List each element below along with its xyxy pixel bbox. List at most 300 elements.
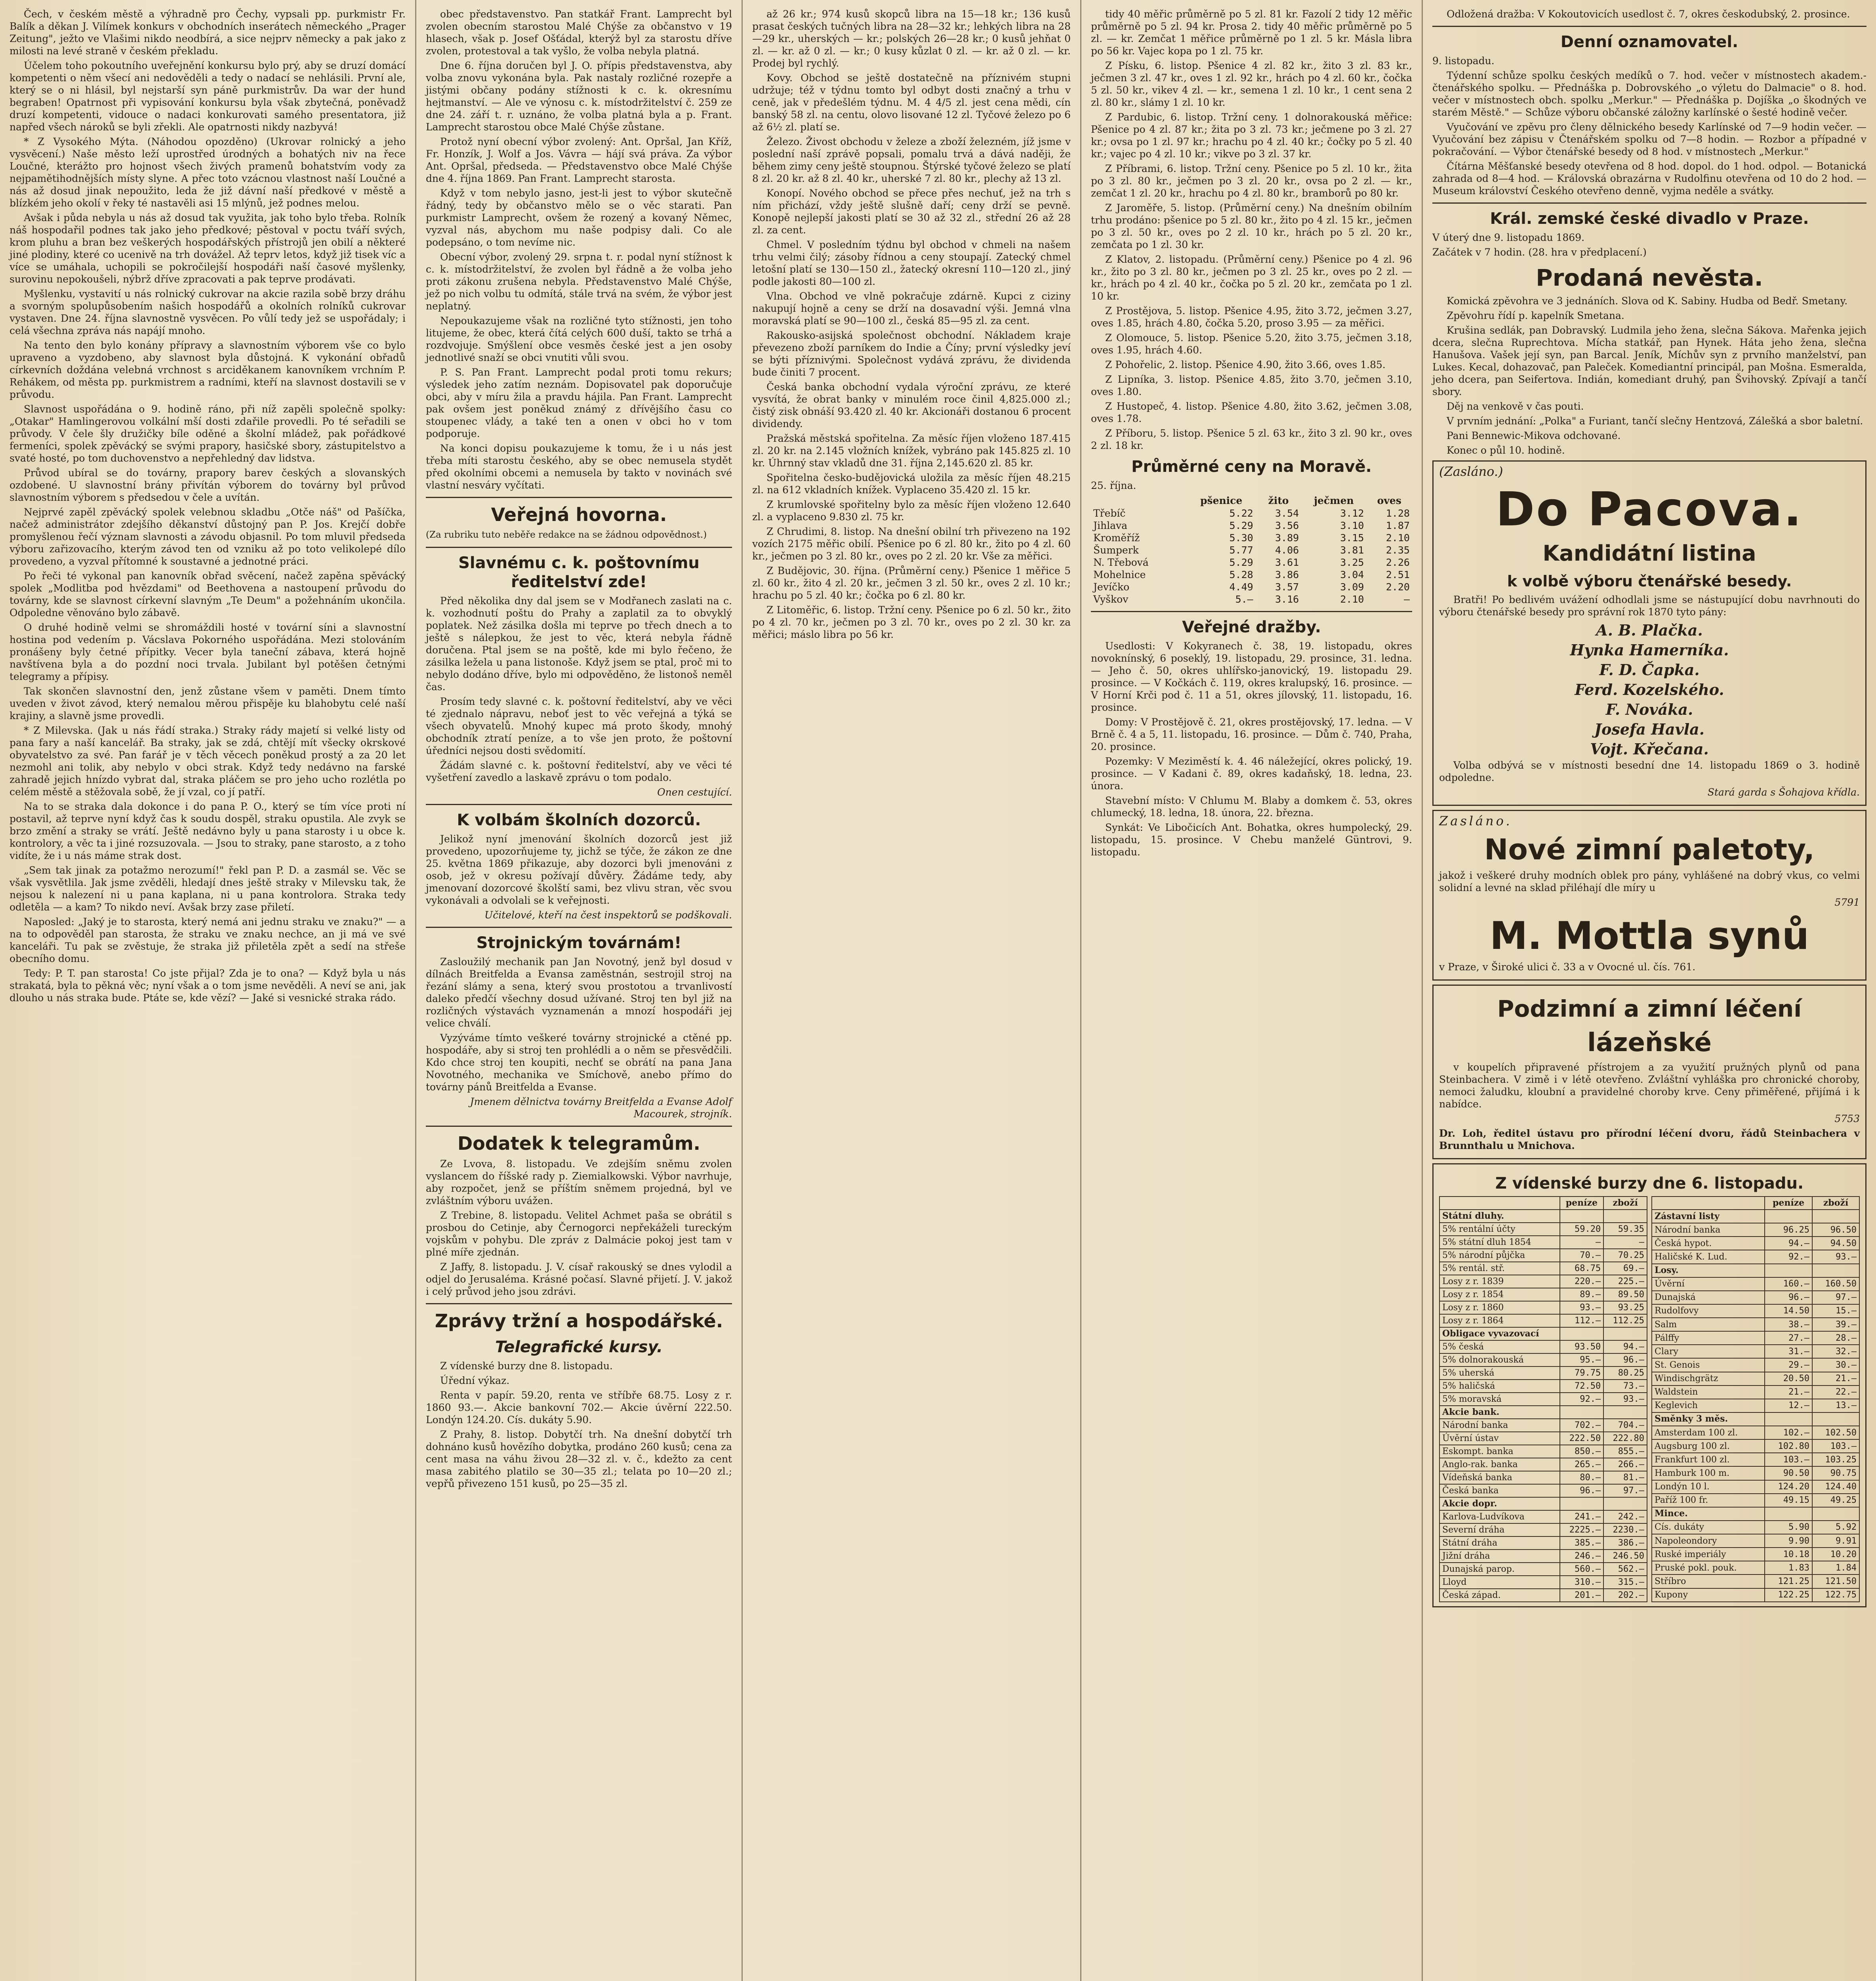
bourse-row — [1652, 1223, 1859, 1237]
column-4 — [1081, 0, 1422, 1981]
paragraph: Dne 6. října doručen byl J. O. přípis představenstva, aby volba znovu vykonána byla. Pak nastaly rozličné rozepře a jistými občany podány stížnosti k c. k. okresnímu hejtmanství. — Ale ve výnosu c. k. místodržitelství č. 259 ze dne 24. září t. r. uznáno, že volba platná byla a p. Frant. Lamprecht starostou obce Malé Chýše zůstane. — [426, 60, 732, 133]
section-note: (Za rubriku tuto neběře redakce na se žádnou odpovědnost.) — [426, 530, 707, 540]
price-cell — [1765, 1412, 1812, 1426]
section-subtitle-telegraph-rates: Telegrafické kursy. — [495, 1338, 663, 1356]
price-cell: 266.— — [1603, 1458, 1647, 1471]
price-cell: 97.— — [1603, 1484, 1647, 1497]
row-label: Waldstein — [1652, 1386, 1765, 1399]
price-cell: 79.75 — [1560, 1366, 1604, 1380]
paragraph: Obecní výbor, zvolený 29. srpna t. r. podal nyní stížnost k c. k. místodržitelství, že zvolen byl řádně a že volba jeho proti zákonu zrušena nebyla. Představenstvo Malé Chýše, jež po nich volbu tu odmítá, stále trvá na svém, že výbor jest neplatný. — [426, 251, 732, 312]
bourse-row — [1439, 1406, 1647, 1419]
paragraph: Naposled: „Jaký je to starosta, který nemá ani jednu straku ve znaku?" — a na to odpověděl pan starosta, že straku ve znaku nechce, an ji má ve své kanceláři. Tu pak se zvěstuje, že straka již přiletěla zpět a sedí na střeše obecního domu. — [10, 916, 406, 964]
row-label: 5% moravská — [1439, 1393, 1560, 1406]
bourse-row — [1652, 1250, 1859, 1263]
bourse-row — [1652, 1588, 1859, 1602]
price-cell: 124.20 — [1765, 1480, 1812, 1494]
column-header: oves — [1377, 495, 1401, 506]
price-cell: 102.— — [1765, 1426, 1812, 1439]
paragraph: Na tento den bylo konány přípravy a slavnostním výborem vše co bylo upraveno a vyzdobeno, aby slavnost byla důstojná. K vykonání obřadů církevních doždána velebná vrchnost s arciděkanem kanovníkem vrchním P. Rehákem, od města pp. purkmistrem a radními, kteří na slavnost dostavili se v průvodu. — [10, 340, 406, 400]
bourse-row — [1439, 1497, 1647, 1510]
price-cell: 124.40 — [1812, 1480, 1859, 1494]
bourse-row — [1652, 1399, 1859, 1412]
row-label: Úvěrní ústav — [1439, 1432, 1560, 1445]
post-office-letter — [426, 595, 732, 784]
price-cell: 9.90 — [1765, 1534, 1812, 1548]
daily-notices-text — [1432, 69, 1866, 197]
column-header — [1439, 1197, 1560, 1210]
price-cell: 5.92 — [1812, 1521, 1859, 1534]
column-header: pšenice — [1200, 495, 1243, 506]
row-label: Rudolfovy — [1652, 1304, 1765, 1318]
column-header: žito — [1268, 495, 1289, 506]
pacov-title: Do Pacova. — [1496, 482, 1803, 536]
paragraph: Myšlenku, vystavití u nás rolnický cukrovar na akcie razila sobě brzy dráhu a svorným spolupůsobením našich hospodářů a okolních rolníků cukrovar vystaven. Dne 24. října slavnostně vysvěcen. Po vůlí tedy jež se uspořádaly; i celá všechna zpráva nás napájí mnoho. — [10, 288, 406, 336]
paragraph: Z Příboru, 5. listop. Pšenice 5 zl. 63 kr., žito 3 zl. 90 kr., oves 2 zl. 18 kr. — [1091, 427, 1412, 451]
paragraph: Nejprvé zapěl zpěvácký spolek velebnou skladbu „Otče náš" od Pašíčka, načež administrátor zdejšího děkanství důstojný pan P. Jos. Krejčí dobře promyšlenou řečí význam slavnosti a závodu objasnil. Po tom mluvil předseda výboru zařizovacího, kterým závod ten od vzniku až po toto velikolepé dílo provedeno, a vyzval přítomné k soustavné a jednotné práci. — [10, 506, 406, 567]
paragraph: Renta v papír. 59.20, renta ve stříbře 68.75. Losy z r. 1860 93.—. Akcie bankovní 702.— Akcie úvěrní 222.50. Londýn 124.20. Cís. dukáty 5.90. — [426, 1389, 732, 1426]
row-label: 5% státní dluh 1854 — [1439, 1236, 1560, 1249]
price-cell: 3.89 — [1275, 532, 1299, 544]
row-label: Akcie bank. — [1439, 1406, 1560, 1419]
moravia-row — [1091, 544, 1412, 556]
paragraph: * Z Milevska. (Jak u nás řádí straka.) Straky rády majetí si velké listy od pana fary a naší kancelář. Ba straky, jak se zdá, chtějí mít všecky okrskové obyvatelstvo za své. Pan farář je v těch věcech poněkud prostý a za 20 let nezmohl ani tolik, aby nebylo v obci strak. Když tedy nedávno na farské zahradě jejich hnízdo vybrat dal, straka pláčem se pro jeho ucho rozlétla po celém městě a stěžovala sobě, že jí vzal, co jí patří. — [10, 725, 406, 798]
column-header: zboží — [1812, 1197, 1859, 1210]
price-cell: 2.26 — [1386, 557, 1410, 568]
market-news-text — [426, 1360, 732, 1490]
column-header — [1091, 494, 1187, 507]
bourse-title: Z vídenské burzy dne 6. listopadu. — [1495, 1174, 1804, 1193]
bourse-row — [1652, 1507, 1859, 1521]
candidates-subtitle: k volbě výboru čtenářské besedy. — [1507, 573, 1792, 590]
theater-date: V úterý dne 9. listopadu 1869. — [1432, 232, 1585, 243]
bourse-row — [1652, 1534, 1859, 1548]
row-label: Losy z r. 1854 — [1439, 1288, 1560, 1301]
row-label: Napoleondory — [1652, 1534, 1765, 1548]
paragraph: Z Prahy, 8. listop. Dobytčí trh. Na dnešní dobytčí trh dohnáno kusů hovězího dobytka, prodáno 260 kusů; cena za cent masa na váhu živou 28—32 zl. v. č., kdežto za cent masa zabitého platilo se 30—35 zl.; telata po 10—20 zl.; vepřů přivezeno 151 kusů, po 25—35 zl. — [426, 1429, 732, 1489]
price-cell: 39.— — [1812, 1318, 1859, 1331]
paragraph: Česká banka obchodní vydala výroční zprávu, ze které vysvítá, že obrat banky v minulém roce činil 4,825.000 zl.; čistý zisk obnáší 93.420 zl. 40 kr. Akcionáři dostanou 6 procent dividendy. — [752, 381, 1071, 429]
section-title-public-forum: Veřejná hovorna. — [491, 504, 667, 525]
price-cell — [1765, 1210, 1812, 1223]
paragraph: Z Lipníka, 3. listop. Pšenice 4.85, žito 3.70, ječmen 3.10, oves 1.80. — [1091, 374, 1412, 397]
paragraph: Nepoukazujeme však na rozličné tyto stížnosti, jen toho litujeme, že obec, která čítá celých 600 duší, takto se trhá a rozdvojuje. Smýšlení obce vesměs české jest a jen osoby jednotlivé snaží se obci vnutiti vůli svou. — [426, 315, 732, 363]
paragraph: Zasloužilý mechanik pan Jan Novotný, jenž byl dosud v dílnách Breitfelda a Evansa zaměstnán, sestrojil stroj na řezání slámy a sena, který svou prostotou a trvanlivostí daleko předčí všechny dosud užívané. Stroj ten byl již na rozličných výstavách vyznamenán a mnozí hospodáři jej velice chválí. — [426, 956, 732, 1029]
bourse-row — [1652, 1358, 1859, 1372]
candidates-outro: Volba odbývá se v místnosti besední dne 14. listopadu 1869 o 3. hodině odpoledne. — [1439, 760, 1860, 783]
paragraph: obec představenstvo. Pan statkář Frant. Lamprecht byl zvolen obecním starostou Malé Chýše za občanstvo v 19 hlasech, však p. Josef Ošťádal, kterýž byl za starostu dříve zvolen, protestoval a tak vyšlo, že volba nebyla platná. — [426, 8, 732, 57]
spa-text: v koupelích připravené přístrojem a za využití pružných plynů od pana Steinbachera. V zimě i v létě otevřeno. Zvláštní vyhláška pro chronické choroby, nemoci žaludku, kloubní a pravidelné choroby krve. Ceny přiměřené, přijímá i k nabídce. — [1439, 1061, 1860, 1110]
price-cell: 93.25 — [1603, 1301, 1647, 1314]
price-cell: 160.— — [1765, 1277, 1812, 1291]
paragraph: Z Litoměřic, 6. listop. Tržní ceny. Pšenice po 6 zl. 50 kr., žito po 4 zl. 70 kr., ječmen po 3 zl. 70 kr., oves po 2 zl. 30 kr. za měřici; máslo libra po 56 kr. — [752, 604, 1071, 640]
row-label: Mohelnice — [1093, 569, 1146, 580]
paragraph: Děj na venkově v čas pouti. — [1447, 401, 1584, 412]
price-cell: 30.— — [1812, 1358, 1859, 1372]
column-header: peníze — [1765, 1197, 1812, 1210]
paragraph: Z Pardubic, 6. listop. Tržní ceny. 1 dolnorakouská měřice: Pšenice po 4 zl. 87 kr.; žita po 3 zl. 73 kr.; ječmene po 3 zl. 27 kr.; ovsa po 1 zl. 97 kr.; hrachu po 4 zl. 40 kr.; čočky po 5 zl. 40 kr.; vajec po 4 zl. 10 kr.; vikve po 3 zl. 37 kr. — [1091, 111, 1412, 160]
price-cell: 5.28 — [1229, 569, 1253, 580]
price-cell: 68.75 — [1560, 1262, 1604, 1275]
price-cell — [1603, 1406, 1647, 1419]
candidate-name: Ferd. Kozelského. — [1575, 681, 1724, 699]
price-cell — [1812, 1507, 1859, 1521]
price-cell: 112.— — [1560, 1314, 1604, 1327]
price-cell: 103.25 — [1812, 1453, 1859, 1466]
row-label: Losy z r. 1860 — [1439, 1301, 1560, 1314]
price-cell: 386.— — [1603, 1536, 1647, 1550]
price-cell: — — [1560, 1236, 1604, 1249]
paragraph: Týdenní schůze spolku českých medíků o 7. hod. večer v místnostech akadem.-čtenářského spolku. — Přednáška p. Dobrovského „o výletu do Dalmacie" o 8. hod. večer v místnostech obch. spolku „Merkur." — Přednáška p. Dojíška „o škodných ve starém Městě." — Schůze výboru občanské záložny karlínské o šesté hodině večer. — [1432, 70, 1866, 118]
bourse-row — [1652, 1331, 1859, 1345]
bourse-row — [1652, 1521, 1859, 1534]
price-cell: 49.25 — [1812, 1494, 1859, 1507]
price-cell: 310.— — [1560, 1576, 1604, 1589]
pacov-advert — [1432, 460, 1866, 806]
bourse-row — [1439, 1275, 1647, 1288]
price-cell: 225.— — [1603, 1275, 1647, 1288]
bourse-row — [1652, 1264, 1859, 1277]
paragraph: Čítárna Měšťanské besedy otevřena od 8 hod. dopol. do 1 hod. odpol. — Botanická zahrada od 8—4 hod. — Královská obrazárna v Rudolfinu otevřena od 10 do 2 hod. — Museum království Českého otevřeno denně, vyjma neděle a svátky. — [1432, 160, 1866, 197]
paragraph: Konec o půl 10. hodině. — [1447, 445, 1565, 456]
bourse-row — [1652, 1494, 1859, 1507]
price-cell: 562.— — [1603, 1563, 1647, 1576]
price-cell: 222.50 — [1560, 1432, 1604, 1445]
price-cell: 72.50 — [1560, 1380, 1604, 1393]
row-label: St. Genois — [1652, 1358, 1765, 1372]
divider — [426, 1303, 732, 1304]
bourse-row — [1439, 1353, 1647, 1366]
row-label: Jevíčko — [1093, 581, 1130, 593]
price-cell: 4.49 — [1229, 581, 1253, 593]
bourse-row — [1439, 1419, 1647, 1432]
paragraph: Z Pohořelic, 2. listop. Pšenice 4.90, žito 3.66, oves 1.85. — [1105, 359, 1386, 370]
paragraph: Z Olomouce, 5. listop. Pšenice 5.20, žito 3.75, ječmen 3.18, oves 1.95, hrách 4.60. — [1091, 332, 1412, 356]
bourse-row — [1439, 1393, 1647, 1406]
price-cell: 2.10 — [1340, 594, 1364, 605]
bourse-row — [1439, 1366, 1647, 1380]
paragraph: Vlna. Obchod ve vlně pokračuje zdárně. Kupci z ciziny nakupují hojně a ceny se drží na dosavadní výši. Jemná vlna moravská platí se 90—100 zl., česká 85—95 zl. za cent. — [752, 290, 1071, 326]
row-label: 5% národní půjčka — [1439, 1249, 1560, 1262]
price-cell — [1603, 1497, 1647, 1510]
price-cell: 97.— — [1812, 1291, 1859, 1304]
price-cell: 121.50 — [1812, 1574, 1859, 1588]
paragraph: Z Budějovic, 30. října. (Průměrní ceny.) Pšenice 1 měřice 5 zl. 60 kr., žito 4 zl. 20 kr., ječmen 3 zl. 50 kr., oves 2 zl. 10 kr.; hrachu po 5 zl. 40 kr.; čočka po 6 zl. 80 kr. — [752, 565, 1071, 601]
price-cell: 112.25 — [1603, 1314, 1647, 1327]
row-label: 5% rentál. stř. — [1439, 1262, 1560, 1275]
price-cell: 93.— — [1560, 1301, 1604, 1314]
price-cell: 96.— — [1603, 1353, 1647, 1366]
paragraph: Pražská městská spořitelna. Za měsíc říjen vloženo 187.415 zl. 20 kr. na 2.145 vložních knížek, vybráno pak 145.825 zl. 10 kr. Úhrnný stav vkladů dne 31. října 2,145.620 zl. 85 kr. — [752, 433, 1071, 469]
price-cell: 560.— — [1560, 1563, 1604, 1576]
moravia-row — [1091, 593, 1412, 605]
row-label: Akcie dopr. — [1439, 1497, 1560, 1510]
signature: Jmenem dělnictva továrny Breitfelda a Evanse Adolf Macourek, strojník. — [470, 1096, 732, 1120]
bourse-row — [1439, 1236, 1647, 1249]
row-label: Pálffy — [1652, 1331, 1765, 1345]
price-cell: 5.29 — [1229, 520, 1253, 531]
price-cell: 241.— — [1560, 1510, 1604, 1523]
price-cell — [1560, 1497, 1604, 1510]
paragraph: Rakousko-asijská společnost obchodní. Nákladem kraje převezeno zboží parníkem do Indie a Číny; první výsledky jeví se býti příznivými. Společnost vydává zprávu, že dividenda bude činiti 7 procent. — [752, 330, 1071, 378]
paragraph: Z Trebine, 8. listopadu. Velitel Achmet paša se obrátil s prosbou do Cetinje, aby Černogorci nepřekáželi tureckým vojskům v pohybu. Dle zpráv z Dalmácie pokoj jest tam v plné míře zjednán. — [426, 1210, 732, 1258]
bourse-row — [1652, 1345, 1859, 1358]
paragraph: Po řeči té vykonal pan kanovník obřad svěcení, načež zapěna spěvácký spolek „Modlitba pod hvězdami" od Beethovena a nastoupení průvodu do továrny, kde se slavnost církevní slavným „Te Deum" a požehnáním ukončila. Odpoledne věnováno bylo zábavě. — [10, 570, 406, 618]
paragraph: Slavnost uspořádána o 9. hodině ráno, při níž zapěli společně spolky: „Otakar" Hamlingerovou volkální mší dosti zdařile provedli. Po té seřadili se průvody. V čele šly družičky bíle oděné a školní mládež, pak pořádkové fermeníci, spolek zpěvácký se svými prapory, hasičské sbory, zástupitelstvo a svaté hosté, po tom duchovenstvo a nepřehledný dav lidstva. — [10, 403, 406, 464]
machine-factories-letter — [426, 956, 732, 1093]
column-1-articles — [10, 8, 406, 1004]
price-cell: 59.20 — [1560, 1223, 1604, 1236]
signature: Učitelové, kteří na čest inspektorů se podškovali. — [484, 909, 732, 921]
column-3 — [743, 0, 1080, 1981]
bourse-row — [1439, 1288, 1647, 1301]
row-label: Clary — [1652, 1345, 1765, 1358]
bourse-row — [1439, 1510, 1647, 1523]
paragraph: Na konci dopisu poukazujeme k tomu, že i u nás jest třeba míti starostu českého, aby se obec nemusela stydět před okolními obcemi a nemusela by takto v novinách své vlastní nesváry vyčítati. — [426, 443, 732, 491]
price-cell: 3.86 — [1275, 569, 1299, 580]
price-cell: 102.80 — [1765, 1439, 1812, 1453]
price-cell: 201.— — [1560, 1589, 1604, 1602]
paragraph: tidy 40 měřic průměrně po 5 zl. 81 kr. Fazolí 2 tidy 12 měřic průměrně po 5 zl. 94 kr. Prosa 2. tidy 40 měřic průměrně po 5 zl. — kr. Zemčat 1 měřice průměrně po 1 zl. 5 kr. Másla libra po 56 kr. Vajec kopa po 1 zl. 75 kr. — [1091, 8, 1412, 57]
price-cell — [1812, 1210, 1859, 1223]
row-label: Mince. — [1652, 1507, 1765, 1521]
price-cell: 3.15 — [1340, 532, 1364, 544]
column-3-articles — [752, 8, 1071, 641]
theater-title: Král. zemské české divadlo v Praze. — [1490, 210, 1809, 228]
bourse-row — [1439, 1536, 1647, 1550]
price-cell: 27.— — [1765, 1331, 1812, 1345]
row-label: Stříbro — [1652, 1574, 1765, 1588]
price-cell: 81.— — [1603, 1471, 1647, 1484]
price-cell: 93.— — [1812, 1250, 1859, 1263]
row-label: Národní banka — [1439, 1419, 1560, 1432]
divider — [1091, 611, 1412, 612]
paragraph: Ze Lvova, 8. listopadu. Ve zdejším sněmu zvolen vyslancem do říšské rady p. Ziemialkowski. Výbor navrhuje, aby rozpočet, jenž se příštím sněmem projedná, byl ve zvláštním výboru uvážen. — [426, 1158, 732, 1206]
price-cell: 32.— — [1812, 1345, 1859, 1358]
advert-number: 5791 — [1834, 897, 1860, 908]
price-cell: 94.— — [1603, 1340, 1647, 1353]
paragraph: Komická zpěvohra ve 3 jednáních. Slova od K. Sabiny. Hudba od Bedř. Smetany. — [1447, 295, 1848, 307]
row-label: Jižní dráha — [1439, 1550, 1560, 1563]
price-cell: 29.— — [1765, 1358, 1812, 1372]
price-cell: 855.— — [1603, 1445, 1647, 1458]
paragraph: Z Příbrami, 6. listop. Tržní ceny. Pšenice po 5 zl. 10 kr., žita po 3 zl. 80 kr., ječmen po 3 zl. 20 kr., ovsa po 2 zl. — kr., zemčat 1 zl. 20 kr., hrachu po 4 zl. 80 kr., bramborů po 80 kr. — [1091, 163, 1412, 199]
bourse-row — [1439, 1458, 1647, 1471]
paragraph: Čech, v českém městě a výhradně pro Čechy, vypsali pp. purkmistr Fr. Balík a děkan J. Vilímek konkurs v obchodních inserátech německého „Prager Zeitung", ježto ve Vlašimi nikdo neodbírá, a sice nejprv německy a pak jako z milosti na levé straně v českém překladu. — [10, 8, 406, 57]
price-cell: 4.06 — [1275, 544, 1299, 556]
divider — [426, 927, 732, 928]
row-label: Augsburg 100 zl. — [1652, 1439, 1765, 1453]
price-cell: 222.80 — [1603, 1432, 1647, 1445]
paragraph: Vyučování ve zpěvu pro členy dělnického besedy Karlínské od 7—9 hodin večer. — Vyučování bez zápisu v Čtenářském spolku od 7—8 hodin. — Rozbor a případné v pokračování. — Výbor čtenářské besedy od 8 hod. v místnostech „Merkur." — [1432, 121, 1866, 157]
bourse-row — [1652, 1426, 1859, 1439]
price-cell — [1812, 1412, 1859, 1426]
section-title-telegrams: Dodatek k telegramům. — [457, 1133, 701, 1154]
price-cell: 20.50 — [1765, 1372, 1812, 1386]
row-label: Frankfurt 100 zl. — [1652, 1453, 1765, 1466]
row-label: Amsterdam 100 zl. — [1652, 1426, 1765, 1439]
price-cell: 96.50 — [1812, 1223, 1859, 1237]
candidate-name: A. B. Plačka. — [1596, 621, 1703, 639]
price-cell: 73.— — [1603, 1380, 1647, 1393]
price-cell: 94.— — [1765, 1237, 1812, 1250]
bourse-row — [1439, 1210, 1647, 1223]
bourse-row — [1439, 1484, 1647, 1497]
price-cell: 102.50 — [1812, 1426, 1859, 1439]
price-cell: 3.12 — [1340, 508, 1364, 519]
candidate-name: Vojt. Křečana. — [1590, 740, 1709, 758]
moravia-row — [1091, 507, 1412, 519]
price-cell: 1.87 — [1386, 520, 1410, 531]
divider — [426, 547, 732, 548]
row-label: Jihlava — [1093, 520, 1128, 531]
price-cell — [1812, 1264, 1859, 1277]
price-cell — [1765, 1264, 1812, 1277]
vienna-bourse — [1432, 1163, 1866, 1607]
row-label: Hamburk 100 m. — [1652, 1466, 1765, 1480]
row-label: Keglevich — [1652, 1399, 1765, 1412]
price-cell: 5.90 — [1765, 1521, 1812, 1534]
column-header: ječmen — [1314, 495, 1354, 506]
moravia-row — [1091, 519, 1412, 532]
candidates-signature: Stará garda s Šohajova křídla. — [1707, 786, 1860, 798]
moravia-row — [1091, 556, 1412, 569]
paragraph: Tak skončen slavnostní den, jenž zůstane všem v paměti. Dnem tímto uveden v život závod, který nemalou měrou přispěje ku blahobytu celé naší krajiny, a slavně jsme provedli. — [10, 685, 406, 721]
price-cell: 95.— — [1560, 1353, 1604, 1366]
row-label: Paříž 100 fr. — [1652, 1494, 1765, 1507]
paragraph: Z Jaffy, 8. listopadu. J. V. císař rakouský se dnes vylodil a odjel do Jerusaléma. Krásné počasí. Slavné přijetí. J. V. jakož i celý průvod jeho jsou zdrávi. — [426, 1261, 732, 1297]
row-label: Šumperk — [1093, 544, 1139, 556]
paragraph: Z Hustopeč, 4. listop. Pšenice 4.80, žito 3.62, ječmen 3.08, oves 1.78. — [1091, 401, 1412, 424]
paragraph: Na to se straka dala dokonce i do pana P. O., který se tím více proti ní postavil, až teprve nyní když čas k soudu dospěl, straku opustila. Ale zvyk se brzo změní a straky se vrátí. Ještě nedávno byly u pana starosty i u obce k. kontrolory, a věc ta i jiné rozsuzovala. — Jsou to straky, pane starosto, a z toho vidíte, že i u nás máme strak dost. — [10, 801, 406, 861]
price-cell: 3.81 — [1340, 544, 1364, 556]
price-cell: 70.— — [1560, 1249, 1604, 1262]
price-cell: 3.56 — [1275, 520, 1299, 531]
candidates-list — [1439, 620, 1860, 759]
paragraph: Z Prostějova, 5. listop. Pšenice 4.95, žito 3.72, ječmen 3.27, oves 1.85, hrách 4.80, čočka 5.20, proso 3.95 — za měřici. — [1091, 305, 1412, 329]
column-4-articles — [1091, 8, 1412, 452]
price-cell: 315.— — [1603, 1576, 1647, 1589]
bourse-row — [1652, 1453, 1859, 1466]
price-cell: 850.— — [1560, 1445, 1604, 1458]
row-label: Zástavní listy — [1652, 1210, 1765, 1223]
row-label: Česká západ. — [1439, 1589, 1560, 1602]
price-cell: 93.— — [1603, 1393, 1647, 1406]
price-cell: 93.50 — [1560, 1340, 1604, 1353]
price-cell: 5.30 — [1229, 532, 1253, 544]
paragraph: Avšak i půda nebyla u nás až dosud tak využita, jak toho bylo třeba. Rolník náš hospodařil podnes tak jako jeho předkové; pěstoval v poctu tváří svých, krom pluhu a bran bez veškerých hospodářských přístrojů jen obilí a některé jiné plodiny, které co ucenivě na trh dovážel. Až teprv letos, když již tisek víc a více se umáhala, uchopili se pokročilejší hospodáři naší časové myšlenky, surovinu nepokoušeli, nýbrž dříve zpracovati a pak teprve prodávati. — [10, 212, 406, 285]
price-cell — [1603, 1210, 1647, 1223]
price-cell: 2.10 — [1386, 532, 1410, 544]
zaslano-label: (Zasláno.) — [1439, 464, 1503, 479]
paragraph: Tedy: P. T. pan starosta! Co jste přijal? Zda je to ona? — Když byla u nás strakatá, byla to pěkná věc; nyní však a o tom jsme nevěděli. A neví se ani, jak dlouho u nás straka bude. Ptáte se, kde vězí? — Jaké si vesnické straka rádo. — [10, 968, 406, 1004]
candidates-title: Kandidátní listina — [1542, 541, 1756, 566]
bourse-table-left — [1439, 1196, 1647, 1602]
bourse-row — [1439, 1301, 1647, 1314]
price-cell: 59.35 — [1603, 1223, 1647, 1236]
paragraph: Z Jaroměře, 5. listop. (Průměrní ceny.) Na dnešním obilním trhu prodáno: pšenice po 5 zl. 80 kr., žito po 4 zl. 15 kr., ječmen po 3 zl. 50 kr., oves po 2 zl. 10 kr., hrách po 5 zl. 20 kr., zemčata po 1 zl. 30 kr. — [1091, 202, 1412, 250]
paragraph: Synkát: Ve Libočicích Ant. Bohatka, okres humpolecký, 29. listopadu, 15. prosince. V Chebu manželé Güntrovi, 9. listopadu. — [1091, 822, 1412, 858]
price-cell: 202.— — [1603, 1589, 1647, 1602]
price-cell: 14.50 — [1765, 1304, 1812, 1318]
price-cell: — — [1603, 1236, 1647, 1249]
price-cell: 3.04 — [1340, 569, 1364, 580]
row-label: Dunajská — [1652, 1291, 1765, 1304]
paragraph: až 26 kr.; 974 kusů skopců libra na 15—18 kr.; 136 kusů prasat českých tučných libra na 28—32 kr.; lehkých libra na 28—29 kr., uherských — kr.; polských 26—28 kr.; 0 kusů jehňat 0 zl. — kr. až 0 zl. — kr.; 0 kusy kůzlat 0 zl. — kr. až 0 zl. — kr. Prodej byl rychlý. — [752, 8, 1071, 69]
paragraph: Z Klatov, 2. listopadu. (Průměrní ceny.) Pšenice po 4 zl. 96 kr., žito po 3 zl. 80 kr., ječmen po 3 zl. 25 kr., oves po 2 zl. — kr., hrách po 4 zl. 40 kr., čočka po 5 zl. 20 kr., zemčata po 1 zl. 10 kr. — [1091, 254, 1412, 302]
row-label: Pruské pokl. pouk. — [1652, 1561, 1765, 1574]
divider — [1432, 202, 1866, 204]
price-cell: 49.15 — [1765, 1494, 1812, 1507]
row-label: Karlova-Ludvíkova — [1439, 1510, 1560, 1523]
divider — [426, 804, 732, 805]
price-cell: 121.25 — [1765, 1574, 1812, 1588]
price-cell: 702.— — [1560, 1419, 1604, 1432]
signature: Onen cestující. — [657, 786, 732, 798]
bourse-row — [1652, 1318, 1859, 1331]
price-cell: 28.— — [1812, 1331, 1859, 1345]
moravia-row — [1091, 532, 1412, 544]
row-label: Windischgrätz — [1652, 1372, 1765, 1386]
price-cell: 2.20 — [1386, 581, 1410, 593]
price-cell: 242.— — [1603, 1510, 1647, 1523]
bourse-tables — [1439, 1196, 1860, 1602]
paragraph: Jelikož nyní jmenování školních dozorců jest již provedeno, upozorňujeme ty, jichž se týče, že zákon ze dne 25. května 1869 přikazuje, aby dozorci byli jmenováni z osob, jež v okresu požívají důvěry. Žádáme tedy, aby jmenovaní dozorcové školští sami, bez vlivu stran, věc svou vykonávali a odvolali se k veřejnosti. — [426, 833, 732, 906]
price-cell: 90.50 — [1765, 1466, 1812, 1480]
price-cell: 1.83 — [1765, 1561, 1812, 1574]
price-cell: 38.— — [1765, 1318, 1812, 1331]
price-cell: 21.— — [1765, 1386, 1812, 1399]
bourse-row — [1652, 1291, 1859, 1304]
row-label: Obligace vyvazovací — [1439, 1327, 1560, 1340]
row-label: Třebíč — [1093, 508, 1126, 519]
bourse-row — [1652, 1439, 1859, 1453]
candidate-name: F. Nováka. — [1605, 700, 1693, 718]
row-label: Lloyd — [1439, 1576, 1560, 1589]
paragraph: Krušina sedlák, pan Dobravský. Ludmila jeho žena, slečna Sákova. Mařenka jejich dcera, slečna Ruprechtova. Mícha statkář, pan Hynek. Háta jeho žena, slečna Hanušova. Vašek její syn, pan Barcal. Jeník, Míchův syn z prvního manželství, pan Lukes. Kecal, dohazovač, pan Paleček. Komediantní principál, pan Mošna. Esmeralda, jeho dcera, pan Seifertova. Indián, komediant druhý, pan Švihovský. Zpívají a tančí sbory. — [1432, 324, 1866, 397]
column-header: zboží — [1603, 1197, 1647, 1210]
row-label: Státní dráha — [1439, 1536, 1560, 1550]
paragraph: Spořitelna česko-budějovická uložila za měsíc říjen 48.215 zl. na 612 vkladních knížek. Vyplaceno 35.420 zl. 15 kr. — [752, 472, 1071, 496]
row-label: Eskompt. banka — [1439, 1445, 1560, 1458]
moravia-prices-date: 25. října. — [1091, 480, 1136, 491]
row-label: Úvěrní — [1652, 1277, 1765, 1291]
bourse-row — [1652, 1561, 1859, 1574]
price-cell: 94.50 — [1812, 1237, 1859, 1250]
price-cell: — — [1403, 594, 1410, 605]
row-label: Státní dluhy. — [1439, 1210, 1560, 1223]
paragraph: Úřední výkaz. — [440, 1375, 510, 1386]
price-cell: 2225.— — [1560, 1523, 1604, 1536]
bourse-row — [1652, 1304, 1859, 1318]
bourse-table-right — [1651, 1196, 1860, 1602]
section-title-machine-factories: Strojnickým továrnám! — [476, 934, 682, 952]
row-label: 5% rentální účty — [1439, 1223, 1560, 1236]
candidate-name: Josefa Havla. — [1594, 720, 1704, 738]
row-label: Losy z r. 1839 — [1439, 1275, 1560, 1288]
column-2-articles — [426, 8, 732, 491]
price-cell: 220.— — [1560, 1275, 1604, 1288]
price-cell: 90.75 — [1812, 1466, 1859, 1480]
paragraph: Žádám slavné c. k. poštovní ředitelství, aby ve věci té vyšetření zavedlo a laskavě zprávu o tom podalo. — [426, 760, 732, 783]
spa-signature: Dr. Loh, ředitel ústavu pro přírodní léčení dvoru, řádů Steinbachera v Brunnthalu u Mnichova. — [1439, 1128, 1860, 1151]
paragraph: Protož nyní obecní výbor zvolený: Ant. Opršal, Jan Kříž, Fr. Honzík, J. Wolf a Jos. Vávra — hájí svá práva. Za výbor Ant. Opršal, předseda. — Představenstvo obce Malé Chýše dne 4. října 1869. Pan Frant. Lamprecht starosta. — [426, 136, 732, 184]
price-cell: 69.— — [1603, 1262, 1647, 1275]
price-cell: 80.— — [1560, 1471, 1604, 1484]
price-cell: 246.50 — [1603, 1550, 1647, 1563]
daily-notices-title: Denní oznamovatel. — [1560, 33, 1739, 51]
price-cell: 92.— — [1560, 1393, 1604, 1406]
price-cell — [1765, 1507, 1812, 1521]
